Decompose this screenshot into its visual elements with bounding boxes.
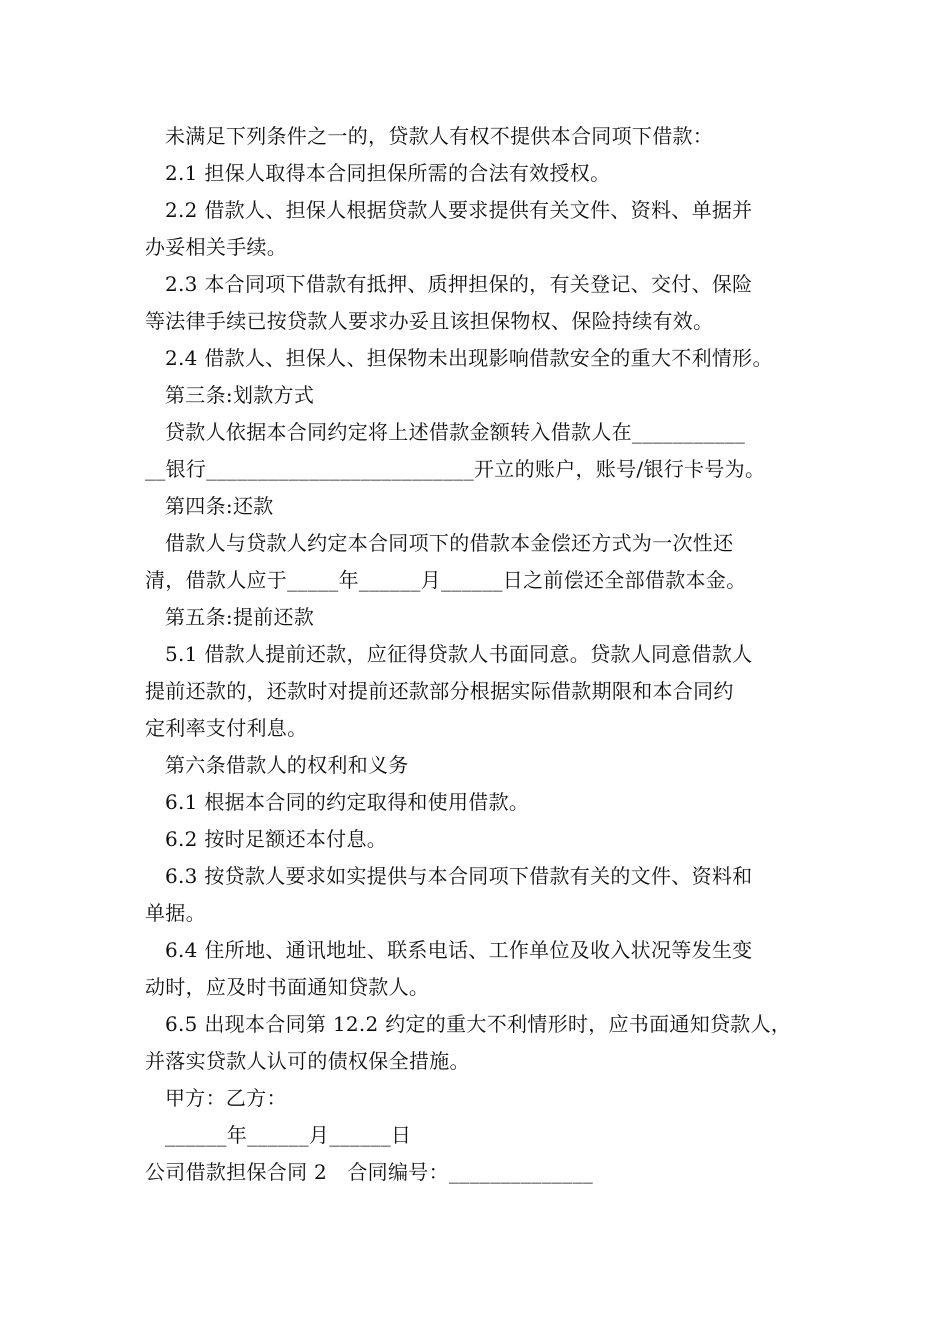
paragraph-line: 2.2 借款人、担保人根据贷款人要求提供有关文件、资料、单据并	[165, 198, 753, 222]
paragraph-line: 并落实贷款人认可的债权保全措施。	[145, 1049, 470, 1073]
paragraph-line: __银行__________________________开立的账户，账号/银行卡号为。	[145, 457, 766, 481]
signature-date: ______年______月______日	[165, 1123, 412, 1147]
signature-parties: 甲方：乙方：	[165, 1086, 287, 1110]
paragraph-line: 2.3 本合同项下借款有抵押、质押担保的，有关登记、交付、保险	[165, 272, 753, 296]
paragraph-line: 2.1 担保人取得本合同担保所需的合法有效授权。	[165, 161, 611, 185]
paragraph-line: 2.4 借款人、担保人、担保物未出现影响借款安全的重大不利情形。	[165, 346, 773, 370]
section-heading: 第五条:提前还款	[165, 605, 315, 629]
paragraph-line: 6.1 根据本合同的约定取得和使用借款。	[165, 790, 530, 814]
paragraph-line: 6.5 出现本合同第 12.2 约定的重大不利情形时，应书面通知贷款人，	[165, 1012, 792, 1036]
paragraph-line: 定利率支付利息。	[145, 716, 308, 740]
paragraph-line: 等法律手续已按贷款人要求办妥且该担保物权、保险持续有效。	[145, 309, 714, 333]
paragraph-line: 借款人与贷款人约定本合同项下的借款本金偿还方式为一次性还	[165, 531, 734, 555]
paragraph-line: 5.1 借款人提前还款，应征得贷款人书面同意。贷款人同意借款人	[165, 642, 753, 666]
document-body	[145, 118, 825, 1191]
paragraph-line: 单据。	[145, 901, 206, 925]
section-heading: 第四条:还款	[165, 494, 274, 518]
section-heading: 第六条借款人的权利和义务	[165, 753, 409, 777]
section-heading: 第三条:划款方式	[165, 383, 315, 407]
paragraph-line: 贷款人依据本合同约定将上述借款金额转入借款人在___________	[165, 420, 746, 444]
paragraph-line: 6.3 按贷款人要求如实提供与本合同项下借款有关的文件、资料和	[165, 864, 753, 888]
paragraph-line: 6.4 住所地、通讯地址、联系电话、工作单位及收入状况等发生变	[165, 938, 753, 962]
paragraph-line: 6.2 按时足额还本付息。	[165, 827, 388, 851]
next-contract-title: 公司借款担保合同 2 合同编号：______________	[145, 1160, 594, 1184]
paragraph-line: 提前还款的，还款时对提前还款部分根据实际借款期限和本合同约	[145, 679, 734, 703]
paragraph-line: 办妥相关手续。	[145, 235, 288, 259]
paragraph-line: 未满足下列条件之一的，贷款人有权不提供本合同项下借款：	[165, 124, 714, 148]
paragraph-line: 清，借款人应于_____年______月______日之前偿还全部借款本金。	[145, 568, 747, 592]
paragraph-line: 动时，应及时书面通知贷款人。	[145, 975, 430, 999]
